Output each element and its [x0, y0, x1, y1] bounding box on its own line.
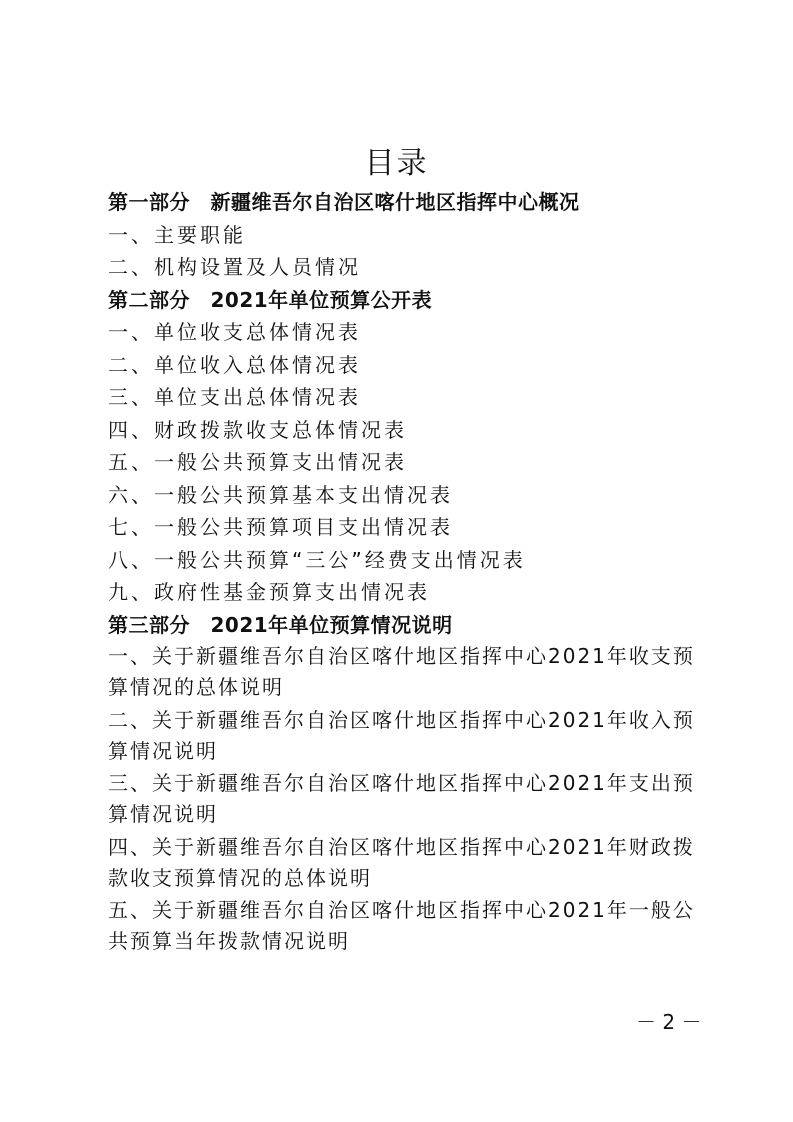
toc-item: 三、关于新疆维吾尔自治区喀什地区指挥中心2021年支出预算情况说明: [108, 771, 695, 826]
page-number: － 2 －: [636, 1010, 702, 1034]
section-heading-part-3: 第三部分 2021年单位预算情况说明: [108, 612, 453, 637]
toc-item: 二、关于新疆维吾尔自治区喀什地区指挥中心2021年收入预算情况说明: [108, 707, 695, 763]
table-of-contents: [108, 186, 698, 959]
toc-item: 五、一般公共预算支出情况表: [108, 450, 407, 474]
section-heading-part-2: 第二部分 2021年单位预算公开表: [108, 287, 433, 312]
page-title: 目录: [364, 146, 429, 181]
toc-item: 五、关于新疆维吾尔自治区喀什地区指挥中心2021年一般公共预算当年拨款情况说明: [108, 898, 695, 953]
toc-item: 二、机构设置及人员情况: [108, 255, 361, 279]
toc-item: 四、财政拨款收支总体情况表: [108, 417, 407, 442]
toc-item: 一、主要职能: [108, 222, 246, 247]
toc-item: 三、单位支出总体情况表: [108, 385, 361, 409]
toc-item: 一、单位收支总体情况表: [108, 320, 361, 344]
toc-item: 八、一般公共预算“三公”经费支出情况表: [108, 547, 526, 572]
toc-item: 九、政府性基金预算支出情况表: [108, 580, 430, 604]
toc-item: 四、关于新疆维吾尔自治区喀什地区指挥中心2021年财政拨款收支预算情况的总体说明: [108, 834, 695, 890]
toc-item: 二、单位收入总体情况表: [108, 352, 361, 377]
section-heading-part-1: 第一部分 新疆维吾尔自治区喀什地区指挥中心概况: [108, 190, 580, 214]
toc-item: 一、关于新疆维吾尔自治区喀什地区指挥中心2021年收支预算情况的总体说明: [108, 644, 695, 699]
toc-item: 七、一般公共预算项目支出情况表: [108, 515, 453, 539]
toc-item: 六、一般公共预算基本支出情况表: [108, 482, 453, 507]
